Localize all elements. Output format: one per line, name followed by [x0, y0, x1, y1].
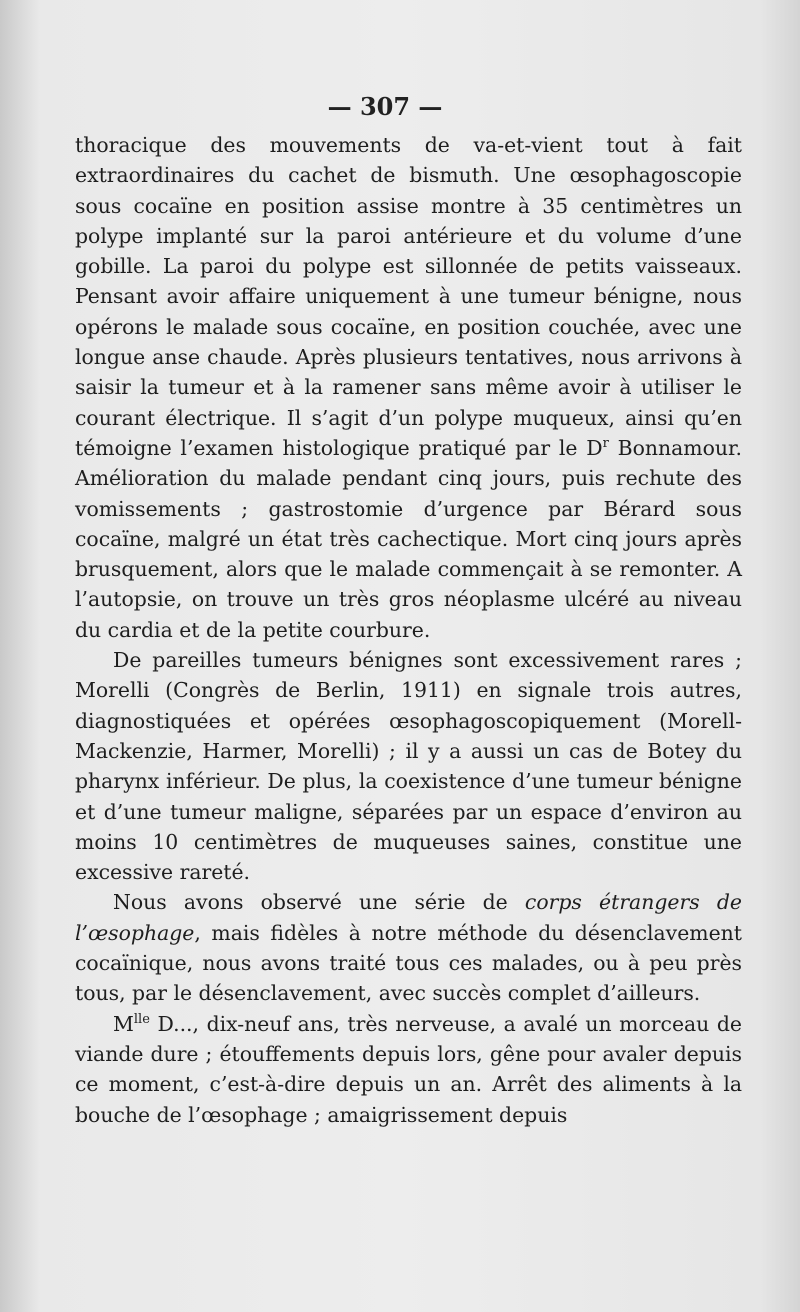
- paragraph-2: De pareilles tumeurs bénignes sont excessivement rares ; Morelli (Congrès de Berlin, 1911) en signale trois autres, diagnostiquées et opérées œsophagoscopiquement (Morell-Mackenzie, Harmer, Morelli) ; il y a aussi un cas de Botey du pharynx inférieur. De plus, la coexistence d’une tumeur bénigne et d’une tumeur maligne, séparées par un espace d’environ au moins 10 centimètres de muqueuses saines, constitue une excessive rareté.: [75, 648, 742, 885]
- page-number: — 307 —: [327, 92, 443, 121]
- paragraph-1-text: thoracique des mouvements de va-et-vient tout à fait extraordinaires du cachet de bismuth. Une œsophagoscopie sous cocaïne en position assise montre à 35 centimètres un polype implanté sur la paroi antérieure et du volume d’une gobille. La paroi du polype est sillonnée de petits vaisseaux. Pensant avoir affaire uniquement à une tumeur bénigne, nous opérons le malade sous cocaïne, en position couchée, avec une longue anse chaude. Après plusieurs tentatives, nous arrivons à saisir la tumeur et à la ramener sans même avoir à utiliser le courant électrique. Il s’agit d’un polype muqueux, ainsi qu’en témoigne l’examen histologique pratiqué par le D: [75, 133, 742, 460]
- paragraph-1-text-cont: Bonnamour. Amélioration du malade pendant cinq jours, puis rechute des vomissements ; gastrostomie d’urgence par Bérard sous cocaïne, malgré un état très cachectique. Mort cinq jours après brusquement, alors que le malade commençait à se remonter. A l’autopsie, on trouve un très gros néoplasme ulcéré au niveau du cardia et de la petite courbure.: [75, 435, 743, 642]
- mademoiselle-superscript: lle: [133, 1011, 150, 1027]
- paragraph-3-italic: corps étrangers de l’œsophage: [75, 890, 742, 945]
- paragraph-3-text-cont: , mais fidèles à notre méthode du désenclavement cocaïnique, nous avons traité tous ces malades, ou à peu près tous, par le désenclavement, avec succès complet d’ailleurs.: [75, 920, 742, 1006]
- paragraph-3: [75, 887, 742, 1008]
- paragraph-4-text: M: [113, 1011, 134, 1036]
- paragraph-4: [75, 1009, 742, 1130]
- paragraph-4-text-cont: D..., dix-neuf ans, très nerveuse, a avalé un morceau de viande dure ; étouffements depuis lors, gêne pour avaler depuis ce moment, c’est-à-dire depuis un an. Arrêt des aliments à la bouche de l’œsophage ; amaigrissement depuis: [75, 1011, 742, 1127]
- doctor-superscript: r: [602, 436, 609, 452]
- paragraph-3-text: Nous avons observé une série de: [113, 890, 525, 915]
- paragraph-1: [75, 130, 742, 645]
- body-text: [75, 130, 742, 1130]
